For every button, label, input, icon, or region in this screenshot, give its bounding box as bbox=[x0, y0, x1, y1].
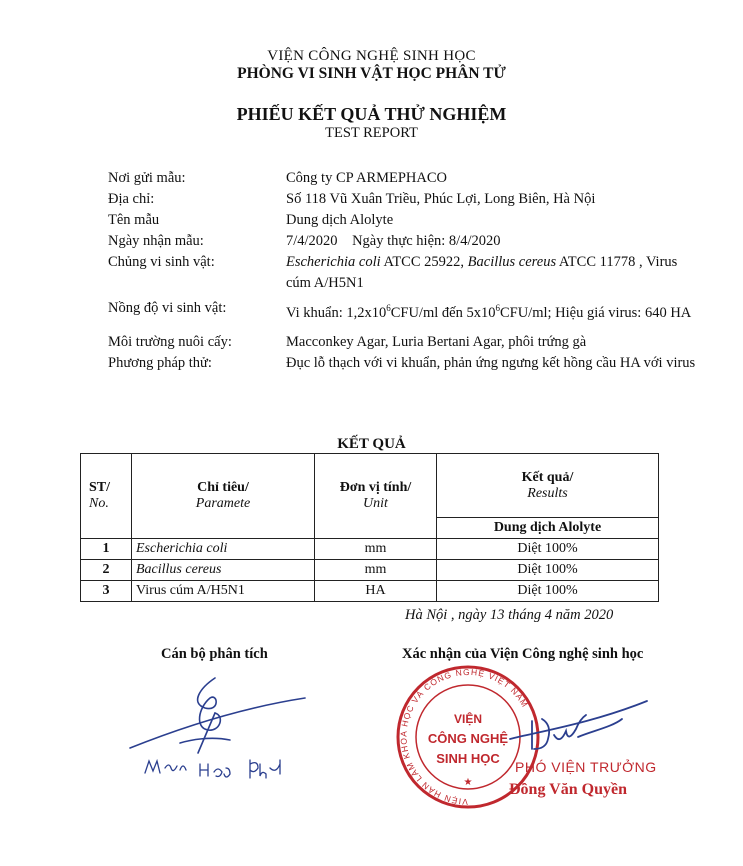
info-row-strains bbox=[108, 252, 698, 294]
address-value: Số 118 Vũ Xuân Triều, Phúc Lợi, Long Biên, Hà Nội bbox=[286, 191, 596, 207]
sample-info bbox=[108, 168, 698, 374]
conc-exp1: 6 bbox=[386, 303, 391, 313]
row-param: Escherichia coli bbox=[132, 539, 315, 560]
sender-label: Nơi gửi mẫu: bbox=[108, 170, 186, 186]
results-title: KẾT QUẢ bbox=[337, 436, 406, 452]
info-row-concentration bbox=[108, 298, 698, 324]
conc-part1: Vi khuẩn: 1,2x10 bbox=[286, 304, 387, 321]
header-param-vi: Chỉ tiêu/ bbox=[197, 480, 249, 495]
analyst-title: Cán bộ phân tích bbox=[161, 646, 268, 662]
received-label: Ngày nhận mẫu: bbox=[108, 233, 204, 249]
issue-date: Hà Nội , ngày 13 tháng 4 năm 2020 bbox=[405, 607, 614, 623]
analyst-signature-icon bbox=[120, 668, 320, 788]
method-label: Phương pháp thử: bbox=[108, 354, 212, 371]
sender-value: Công ty CP ARMEPHACO bbox=[286, 170, 448, 186]
header-param bbox=[132, 454, 315, 539]
table-header-row bbox=[81, 454, 659, 518]
row-result: Diệt 100% bbox=[437, 581, 659, 602]
method-value: Đục lỗ thạch với vi khuẩn, phản ứng ngưng kết hồng cầu HA với virus bbox=[286, 354, 696, 371]
row-result: Diệt 100% bbox=[437, 560, 659, 581]
received-value: 7/4/2020 bbox=[286, 233, 338, 249]
strains-value bbox=[286, 252, 698, 294]
header-st-vi: ST/ bbox=[89, 480, 111, 495]
header-unit-en: Unit bbox=[363, 496, 388, 511]
row-unit: mm bbox=[315, 560, 437, 581]
header-param-en: Paramete bbox=[195, 496, 251, 511]
stamp-line1: VIỆN bbox=[453, 712, 483, 726]
address-label: Địa chỉ: bbox=[108, 191, 155, 207]
conc-part2: CFU/ml đến 5x10 bbox=[390, 304, 496, 321]
header-sample: Dung dịch Alolyte bbox=[437, 518, 659, 539]
info-row-method bbox=[108, 353, 698, 374]
stamp-line3: SINH HỌC bbox=[436, 751, 500, 766]
report-title: PHIẾU KẾT QUẢ THỬ NGHIỆM bbox=[236, 104, 507, 124]
row-unit: HA bbox=[315, 581, 437, 602]
table-row bbox=[81, 560, 659, 581]
stamp-star-icon: ★ bbox=[463, 777, 473, 788]
conc-part3: CFU/ml; Hiệu giá virus: 640 HA bbox=[499, 304, 692, 321]
header-result bbox=[437, 454, 659, 518]
row-no: 3 bbox=[81, 581, 132, 602]
info-row-address bbox=[108, 189, 698, 210]
info-row-sample bbox=[108, 210, 698, 231]
row-no: 2 bbox=[81, 560, 132, 581]
row-unit: mm bbox=[315, 539, 437, 560]
header-unit-vi: Đơn vị tính/ bbox=[339, 480, 412, 495]
info-row-sender bbox=[108, 168, 698, 189]
sample-value: Dung dịch Alolyte bbox=[286, 212, 394, 228]
table-row bbox=[81, 581, 659, 602]
info-row-medium bbox=[108, 332, 698, 353]
stamp-line2: CÔNG NGHỆ bbox=[427, 731, 509, 746]
header-st bbox=[81, 454, 132, 539]
conc-label: Nồng độ vi sinh vật: bbox=[108, 300, 227, 316]
strain2-name: Bacillus cereus bbox=[467, 254, 557, 270]
conc-value bbox=[286, 298, 698, 324]
org-name-line2: PHÒNG VI SINH VẬT HỌC PHÂN TỬ bbox=[237, 65, 506, 82]
org-name-line1: VIỆN CÔNG NGHỆ SINH HỌC bbox=[267, 48, 476, 64]
strain1-name: Escherichia coli bbox=[286, 254, 381, 270]
sample-label: Tên mẫu bbox=[108, 212, 160, 228]
strains-label: Chủng vi sinh vật: bbox=[108, 254, 215, 270]
confirm-title: Xác nhận của Viện Công nghệ sinh học bbox=[402, 646, 644, 662]
row-param: Bacillus cereus bbox=[132, 560, 315, 581]
row-param: Virus cúm A/H5N1 bbox=[132, 581, 315, 602]
performed-value: 8/4/2020 bbox=[448, 233, 501, 249]
performed-label: Ngày thực hiện: bbox=[352, 233, 446, 249]
row-result: Diệt 100% bbox=[437, 539, 659, 560]
medium-value: Macconkey Agar, Luria Bertani Agar, phôi trứng gà bbox=[286, 333, 587, 350]
results-table bbox=[80, 453, 659, 602]
vice-director-name: Đồng Văn Quyền bbox=[509, 781, 627, 798]
strain2-code: ATCC 11778 , Virus cúm A/H5N1 bbox=[286, 254, 678, 291]
medium-label: Môi trường nuôi cấy: bbox=[108, 333, 232, 350]
row-no: 1 bbox=[81, 539, 132, 560]
stamp-ring-text: VIỆN HÀN LÂM KHOA HỌC VÀ CÔNG NGHỆ VIỆT NAM bbox=[398, 666, 531, 808]
dates-value bbox=[286, 231, 698, 252]
conc-exp2: 6 bbox=[495, 303, 500, 313]
table-row bbox=[81, 539, 659, 560]
strain1-code: ATCC 25922, bbox=[380, 254, 468, 270]
header-st-en: No. bbox=[89, 496, 109, 511]
vice-director-title: PHÓ VIỆN TRƯỞNG bbox=[515, 759, 657, 775]
header-result-vi: Kết quả/ bbox=[521, 469, 574, 485]
header-result-en: Results bbox=[527, 485, 568, 501]
header-unit bbox=[315, 454, 437, 539]
report-subtitle: TEST REPORT bbox=[325, 125, 418, 141]
info-row-dates bbox=[108, 231, 698, 252]
